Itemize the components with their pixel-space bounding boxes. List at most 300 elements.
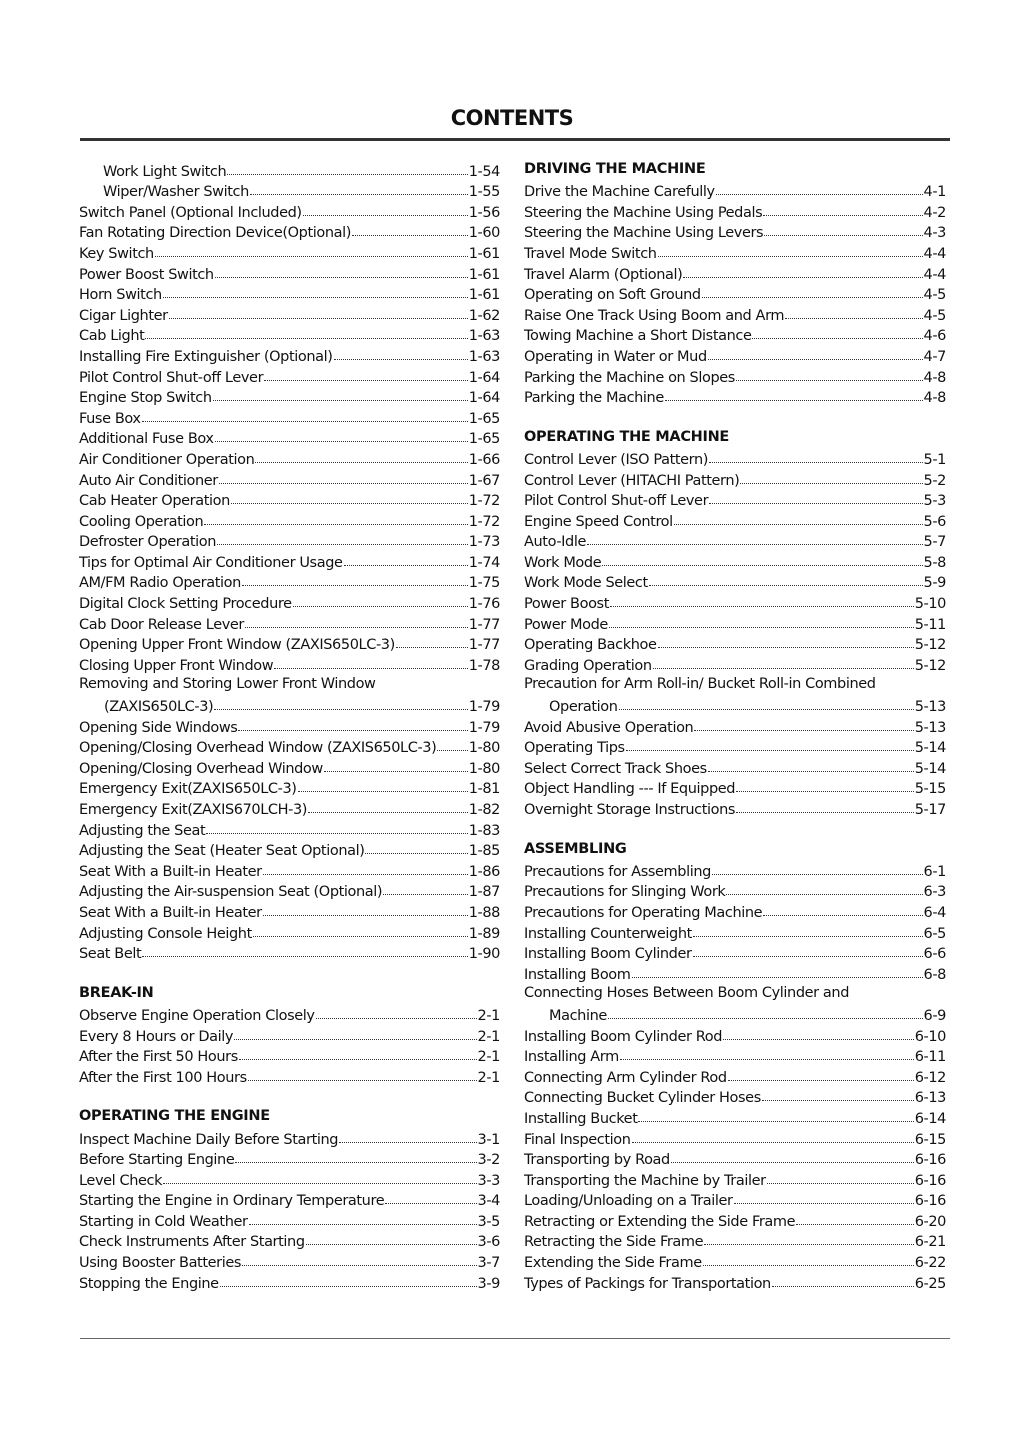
toc-entry-title: AM/FM Radio Operation [79,575,241,592]
dot-leader [632,977,923,978]
toc-entry-title: Using Booster Batteries [79,1255,242,1272]
toc-entry-title: Engine Speed Control [524,513,673,530]
toc-entry-page: 6-5 [923,925,946,942]
toc-entry[interactable] [79,427,500,448]
toc-entry[interactable] [79,633,500,654]
dot-leader [155,256,468,257]
toc-entry-title: Auto Air Conditioner [79,472,218,489]
toc-entry[interactable] [524,694,946,715]
toc-entry-title: Stopping the Engine [79,1275,219,1292]
toc-entry[interactable] [524,1271,946,1292]
dot-leader [619,709,914,710]
toc-entry[interactable] [79,262,500,283]
dot-leader [736,380,923,381]
toc-entry[interactable] [524,942,946,963]
dot-leader [683,277,922,278]
toc-entry[interactable] [79,1045,500,1066]
toc-entry-title: Steering the Machine Using Pedals [524,204,763,221]
toc-entry-page: 1-65 [468,410,500,427]
dot-leader [708,771,914,772]
toc-entry-title: Every 8 Hours or Daily [79,1028,234,1045]
toc-entry[interactable] [79,1148,500,1169]
dot-leader [665,400,923,401]
dot-leader [723,1039,914,1040]
dot-leader [712,874,923,875]
toc-entry[interactable] [524,859,946,880]
dot-leader [658,256,923,257]
toc-entry-title: Horn Switch [79,287,162,304]
toc-entry[interactable] [524,1127,946,1148]
toc-entry[interactable] [524,591,946,612]
toc-entry-page: 4-7 [923,348,946,365]
toc-entry[interactable] [79,1003,500,1024]
toc-entry-title: Power Boost [524,596,609,613]
toc-entry-title: Wiper/Washer Switch [103,184,249,201]
toc-entry-title: Loading/Unloading on a Trailer [524,1193,733,1210]
toc-entry[interactable] [524,447,946,468]
toc-entry-page: 1-89 [468,925,500,942]
toc-entry[interactable] [524,283,946,304]
toc-entry[interactable] [524,344,946,365]
toc-entry[interactable] [79,571,500,592]
toc-entry-page: 4-2 [923,204,946,221]
toc-entry[interactable] [79,900,500,921]
toc-entry[interactable] [524,777,946,798]
toc-entry[interactable] [524,1250,946,1271]
toc-entry-title: Extending the Side Frame [524,1255,702,1272]
dot-leader [316,1018,477,1019]
toc-entry-title: Operation [549,699,618,716]
toc-entry-title: Defroster Operation [79,534,216,551]
dot-leader [694,730,913,731]
toc-entry[interactable] [524,653,946,674]
toc-entry[interactable] [524,921,946,942]
toc-entry-page: 6-9 [923,1007,946,1024]
toc-entry-page: 4-8 [923,390,946,407]
toc-entry[interactable] [524,1106,946,1127]
toc-entry-title: Operating in Water or Mud [524,348,707,365]
toc-entry-title: Types of Packings for Transportation [524,1275,771,1292]
toc-entry-title: Seat Belt [79,946,142,963]
toc-entry-page: 6-10 [914,1028,946,1045]
toc-entry-title: Transporting by Road [524,1152,670,1169]
section-heading: ASSEMBLING [524,840,627,857]
dot-leader [142,956,467,957]
dot-leader [716,194,923,195]
dot-leader [324,771,468,772]
dot-leader [308,812,468,813]
toc-entry-page: 1-72 [468,513,500,530]
toc-entry-page: 6-14 [914,1110,946,1127]
toc-entry[interactable] [524,571,946,592]
dot-leader [163,297,468,298]
toc-entry-page: 1-88 [468,904,500,921]
toc-entry-page: 4-5 [923,307,946,324]
dot-leader [303,215,468,216]
dot-leader [263,915,468,916]
toc-entry[interactable] [79,1250,500,1271]
toc-entry-title: Adjusting the Seat [79,822,206,839]
toc-entry-page: 1-75 [468,575,500,592]
dot-leader [219,483,468,484]
toc-entry-page: 1-85 [468,843,500,860]
contents-left-column [79,159,500,1292]
dot-leader [383,894,468,895]
dot-leader [264,380,468,381]
dot-leader [587,544,923,545]
dot-leader [703,1265,914,1266]
dot-leader [740,483,922,484]
toc-entry[interactable] [524,797,946,818]
toc-entry-title: After the First 100 Hours [79,1069,247,1086]
toc-entry[interactable] [524,509,946,530]
dot-leader [145,338,467,339]
toc-entry[interactable] [524,1024,946,1045]
toc-entry-page: 5-9 [923,575,946,592]
page-title: CONTENTS [450,106,574,130]
dot-leader [763,215,922,216]
toc-entry-title: Tips for Optimal Air Conditioner Usage [79,554,343,571]
toc-entry[interactable] [79,283,500,304]
toc-entry-title: Work Mode [524,554,602,571]
toc-entry[interactable] [79,550,500,571]
toc-entry-title: Level Check [79,1172,163,1189]
toc-entry-page: 1-72 [468,493,500,510]
dot-leader [227,174,467,175]
toc-entry-page: 6-3 [923,884,946,901]
toc-entry[interactable] [79,303,500,324]
section-gap [79,962,500,983]
toc-entry[interactable] [524,1065,946,1086]
toc-entry[interactable] [79,736,500,757]
toc-entry-page: 4-6 [923,328,946,345]
toc-entry[interactable] [524,365,946,386]
toc-entry[interactable] [524,1003,946,1024]
toc-entry[interactable] [79,839,500,860]
toc-entry-title: Installing Boom [524,966,631,983]
dot-leader [142,421,468,422]
toc-entry[interactable] [79,221,500,242]
toc-entry[interactable] [524,1086,946,1107]
toc-entry[interactable] [524,468,946,489]
toc-entry-page: 1-63 [468,348,500,365]
toc-entry-title: Key Switch [79,245,154,262]
toc-entry-page: 1-54 [468,163,500,180]
toc-entry-title: (ZAXIS650LC-3) [104,699,214,716]
toc-entry[interactable] [524,550,946,571]
toc-entry[interactable] [79,1168,500,1189]
toc-entry-page: 4-3 [923,225,946,242]
toc-entry-title: Travel Alarm (Optional) [524,266,683,283]
toc-entry-title: Final Inspection [524,1131,631,1148]
dot-leader [242,585,468,586]
toc-entry-title: Travel Mode Switch [524,245,657,262]
toc-entry-page: 5-13 [914,699,946,716]
toc-entry[interactable] [524,324,946,345]
toc-entry-page: 1-67 [468,472,500,489]
dot-leader [220,1286,477,1287]
toc-entry[interactable] [79,344,500,365]
toc-entry[interactable] [79,447,500,468]
toc-entry-page: 5-14 [914,760,946,777]
toc-entry[interactable] [524,1148,946,1169]
toc-entry-page: 1-87 [468,884,500,901]
toc-entry-title: After the First 50 Hours [79,1049,238,1066]
dot-leader [249,1224,477,1225]
toc-entry[interactable] [79,591,500,612]
toc-entry[interactable] [524,241,946,262]
dot-leader [298,791,468,792]
toc-entry[interactable] [524,1168,946,1189]
dot-leader [620,1059,914,1060]
toc-entry-title: Installing Boom Cylinder [524,946,692,963]
toc-entry[interactable] [524,386,946,407]
toc-entry[interactable] [79,324,500,345]
toc-entry[interactable] [79,406,500,427]
toc-entry-page: 1-60 [468,225,500,242]
toc-entry[interactable] [524,736,946,757]
toc-entry-page: 6-15 [914,1131,946,1148]
toc-entry[interactable] [79,612,500,633]
toc-entry-title: Opening Side Windows [79,719,238,736]
dot-leader [767,1183,914,1184]
dot-leader [785,318,922,319]
toc-entry[interactable] [79,159,500,180]
toc-entry[interactable] [79,859,500,880]
toc-entry[interactable] [79,880,500,901]
toc-entry-title: Drive the Machine Carefully [524,184,715,201]
toc-entry-title: Grading Operation [524,657,652,674]
toc-entry[interactable] [79,365,500,386]
toc-entry[interactable] [79,200,500,221]
toc-entry-title: Pilot Control Shut-off Lever [79,369,264,386]
toc-entry[interactable] [524,489,946,510]
toc-entry-page: 3-4 [477,1193,500,1210]
toc-entry-page: 2-1 [477,1049,500,1066]
toc-entry[interactable] [79,756,500,777]
toc-entry[interactable] [524,262,946,283]
toc-entry-title: Fuse Box [79,410,141,427]
toc-entry-page: 1-81 [468,781,500,798]
dot-leader [274,668,468,669]
toc-entry-title: Digital Clock Setting Procedure [79,596,292,613]
toc-entry[interactable] [79,715,500,736]
toc-entry-page: 5-8 [923,554,946,571]
toc-entry-page: 1-78 [468,657,500,674]
toc-entry-title: Retracting the Side Frame [524,1234,704,1251]
toc-entry-title: Parking the Machine on Slopes [524,369,735,386]
toc-entry[interactable] [524,1209,946,1230]
dot-leader [693,936,923,937]
toc-entry-title: Starting the Engine in Ordinary Temperature [79,1193,385,1210]
toc-entry-page: 1-77 [468,637,500,654]
toc-entry-page: 3-6 [477,1234,500,1251]
toc-entry[interactable] [79,386,500,407]
toc-entry-page: 5-14 [914,740,946,757]
dot-leader [752,338,922,339]
dot-leader [709,462,922,463]
dot-leader [250,194,468,195]
toc-entry[interactable] [524,530,946,551]
dot-leader [253,936,468,937]
toc-entry-title-line[interactable]: Connecting Hoses Between Boom Cylinder and [524,984,850,1001]
toc-entry-page: 6-8 [923,966,946,983]
toc-entry[interactable] [79,180,500,201]
toc-entry-page: 6-25 [914,1275,946,1292]
toc-entry-title: Opening/Closing Overhead Window [79,760,323,777]
toc-entry-page: 1-77 [468,616,500,633]
toc-entry-page: 1-74 [468,554,500,571]
toc-entry[interactable] [79,1271,500,1292]
toc-entry-title: Control Lever (HITACHI Pattern) [524,472,740,489]
toc-entry-page: 4-8 [923,369,946,386]
toc-entry[interactable] [79,921,500,942]
dot-leader [658,647,914,648]
toc-entry[interactable] [79,468,500,489]
toc-entry-page: 4-4 [923,266,946,283]
dot-leader [242,1265,477,1266]
toc-entry[interactable] [524,303,946,324]
toc-entry-title: Installing Bucket [524,1110,638,1127]
toc-entry-title: Transporting the Machine by Trailer [524,1172,766,1189]
toc-entry-page: 5-1 [923,451,946,468]
dot-leader [214,709,467,710]
dot-leader [674,524,923,525]
toc-entry[interactable] [79,509,500,530]
toc-entry-page: 4-5 [923,287,946,304]
toc-entry[interactable] [79,818,500,839]
dot-leader [339,1142,476,1143]
toc-entry-page: 1-64 [468,390,500,407]
toc-entry-title: Precautions for Slinging Work [524,884,726,901]
toc-entry[interactable] [524,1189,946,1210]
toc-entry[interactable] [79,1065,500,1086]
dot-leader [231,503,468,504]
toc-entry[interactable] [79,1024,500,1045]
dot-leader [728,1080,914,1081]
toc-entry-page: 3-1 [477,1131,500,1148]
dot-leader [702,297,923,298]
toc-entry[interactable] [79,777,500,798]
title-rule [80,138,950,141]
toc-entry-page: 1-79 [468,719,500,736]
toc-entry[interactable] [79,942,500,963]
toc-entry-title-line[interactable]: Precaution for Arm Roll-in/ Bucket Roll-in Combined [524,675,876,692]
toc-entry-page: 4-4 [923,245,946,262]
toc-entry-title: Connecting Arm Cylinder Rod [524,1069,727,1086]
toc-entry[interactable] [79,489,500,510]
dot-leader [239,1059,477,1060]
toc-entry[interactable] [524,612,946,633]
toc-entry-title: Emergency Exit(ZAXIS670LCH-3) [79,802,308,818]
toc-entry-page: 1-79 [468,699,500,716]
toc-entry-page: 5-7 [923,534,946,551]
toc-entry-title: Installing Fire Extinguisher (Optional) [79,348,333,365]
dot-leader [709,503,922,504]
toc-entry[interactable] [79,797,500,818]
toc-entry-title: Adjusting the Seat (Heater Seat Optional) [79,843,365,860]
toc-entry-page: 6-16 [914,1193,946,1210]
toc-entry-page: 5-15 [914,781,946,798]
section-heading: DRIVING THE MACHINE [524,161,706,177]
toc-entry-title: Retracting or Extending the Side Frame [524,1213,796,1230]
toc-entry-page: 4-1 [923,184,946,201]
toc-entry-page: 6-11 [914,1049,946,1066]
toc-entry-title: Operating Tips [524,740,625,757]
toc-entry-title: Installing Boom Cylinder Rod [524,1028,723,1045]
toc-entry[interactable] [524,900,946,921]
toc-entry-page: 1-80 [468,760,500,777]
toc-entry-page: 5-12 [914,657,946,674]
dot-leader [762,1100,914,1101]
section-heading: BREAK-IN [79,984,154,1001]
toc-entry[interactable] [79,530,500,551]
toc-entry[interactable] [79,1209,500,1230]
dot-leader [204,524,467,525]
toc-entry-title-line[interactable]: Removing and Storing Lower Front Window [79,675,376,692]
toc-entry[interactable] [79,1189,500,1210]
toc-entry[interactable] [79,694,500,715]
toc-entry-title: Emergency Exit(ZAXIS650LC-3) [79,781,297,798]
dot-leader [602,565,922,566]
toc-entry-page: 6-21 [914,1234,946,1251]
toc-entry[interactable] [79,653,500,674]
toc-entry[interactable] [79,1230,500,1251]
toc-entry[interactable] [524,715,946,736]
toc-entry[interactable] [524,1230,946,1251]
toc-entry-title: Power Mode [524,616,608,633]
toc-entry-title: Object Handling --- If Equipped [524,781,736,798]
toc-entry-title: Starting in Cold Weather [79,1213,248,1230]
toc-entry-title: Steering the Machine Using Levers [524,225,764,242]
toc-entry-page: 3-2 [477,1152,500,1169]
toc-entry-page: 1-61 [468,287,500,304]
toc-entry[interactable] [524,962,946,983]
toc-entry-title: Air Conditioner Operation [79,451,255,468]
toc-entry[interactable] [524,633,946,654]
dot-leader [215,277,468,278]
toc-entry-page: 2-1 [477,1069,500,1086]
toc-entry-page: 6-16 [914,1172,946,1189]
dot-leader [763,915,922,916]
toc-entry[interactable] [79,241,500,262]
toc-entry-title: Switch Panel (Optional Included) [79,204,302,221]
toc-entry[interactable] [524,200,946,221]
dot-leader [632,1142,914,1143]
toc-entry[interactable] [524,1045,946,1066]
dot-leader [163,1183,476,1184]
dot-leader [671,1162,914,1163]
section-heading: OPERATING THE MACHINE [524,428,730,445]
toc-entry-title: Opening/Closing Overhead Window (ZAXIS650LC-3) [79,740,437,757]
toc-entry-title: Cab Heater Operation [79,493,230,510]
toc-entry[interactable] [524,880,946,901]
toc-entry-page: 1-64 [468,369,500,386]
dot-leader [772,1286,914,1287]
toc-entry[interactable] [524,180,946,201]
toc-entry[interactable] [524,221,946,242]
toc-entry-page: 1-73 [468,534,500,551]
dot-leader [638,1121,913,1122]
dot-leader [217,544,468,545]
toc-entry-page: 6-20 [914,1213,946,1230]
toc-entry-page: 5-12 [914,637,946,654]
toc-entry-title: Operating on Soft Ground [524,287,701,304]
toc-entry[interactable] [524,756,946,777]
dot-leader [708,359,923,360]
toc-entry[interactable] [79,1127,500,1148]
dot-leader [213,400,468,401]
